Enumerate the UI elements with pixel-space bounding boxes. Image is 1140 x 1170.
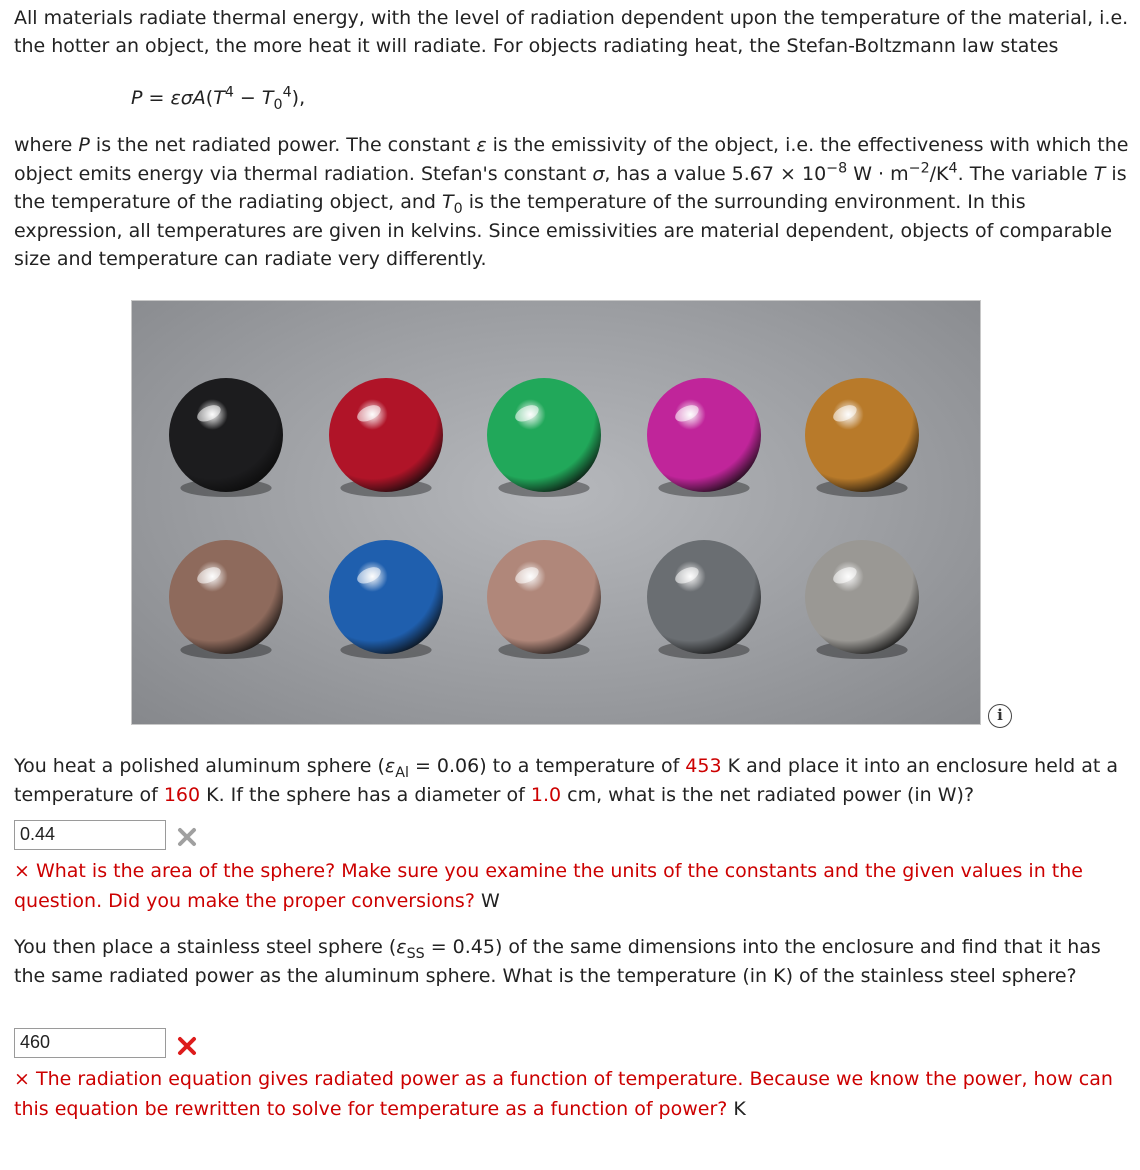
sphere-textured-silver [647, 540, 761, 654]
feedback-x-icon: × [14, 860, 30, 882]
sphere-blue [329, 540, 443, 654]
question-1: You heat a polished aluminum sphere $(\varepsilon_{Al} = 0.06)$ to a temperature of 453 K and place it into an enclosure held at a temperature of 160 K. If the sphere has a diameter of 1.0 cm, what is the net radiated power (in W)? [14, 755, 1119, 806]
answer-input-1[interactable]: 0.44 [14, 820, 166, 850]
stefan-boltzmann-formula: $P = \varepsilon\sigma A(T^4 - T_0^4)$, [131, 84, 306, 113]
intro-paragraph: All materials radiate thermal energy, with the level of radiation dependent upon the temperature of the material, i.e. the hotter an object, the more heat it will radiate. For objects radiating heat, the Stefan-Boltzmann law states [14, 7, 1129, 57]
sphere-black [169, 378, 283, 492]
spheres-svg [132, 301, 980, 724]
answer-input-2[interactable]: 460 [14, 1028, 166, 1058]
sphere-green [487, 378, 601, 492]
explanation-paragraph: where P is the net radiated power. The constant ε is the emissivity of the object, i.e. the effectiveness with which the object emits energy via thermal radiation. Stefan's constant σ, has a value $5.67 \times 10^{-8}$ $W \cdot m^{-2}/K^4$. The variable T is the temperature of the radiating object, and $T_0$ is the temperature of the surrounding environment. In this expression, all temperatures are given in kelvins. Since emissivities are material dependent, objects of comparable size and temperature can radiate very differently. [14, 134, 1129, 271]
sphere-gold [805, 378, 919, 492]
incorrect-x-icon [176, 1035, 198, 1057]
incorrect-x-icon [176, 826, 198, 848]
sphere-red [329, 378, 443, 492]
question-2: You then place a stainless steel sphere $(\varepsilon_{SS} = 0.45)$ of the same dimensions into the enclosure and find that it has the same radiated power as the aluminum sphere. What is the temperature (in K) of the stainless steel sphere? [14, 936, 1101, 987]
info-icon[interactable]: i [988, 704, 1012, 728]
feedback-x-icon: × [14, 1068, 30, 1090]
metallic-spheres-image [131, 300, 981, 725]
sphere-silver [805, 540, 919, 654]
sphere-bronze [169, 540, 283, 654]
sphere-rose-gold [487, 540, 601, 654]
feedback-2: × The radiation equation gives radiated power as a function of temperature. Because we know the power, how can this equation be rewritten to solve for temperature as a function of power? K [14, 1068, 1113, 1120]
sphere-magenta [647, 378, 761, 492]
feedback-1: × What is the area of the sphere? Make sure you examine the units of the constants and the given values in the question. Did you make the proper conversions? W [14, 860, 1083, 912]
